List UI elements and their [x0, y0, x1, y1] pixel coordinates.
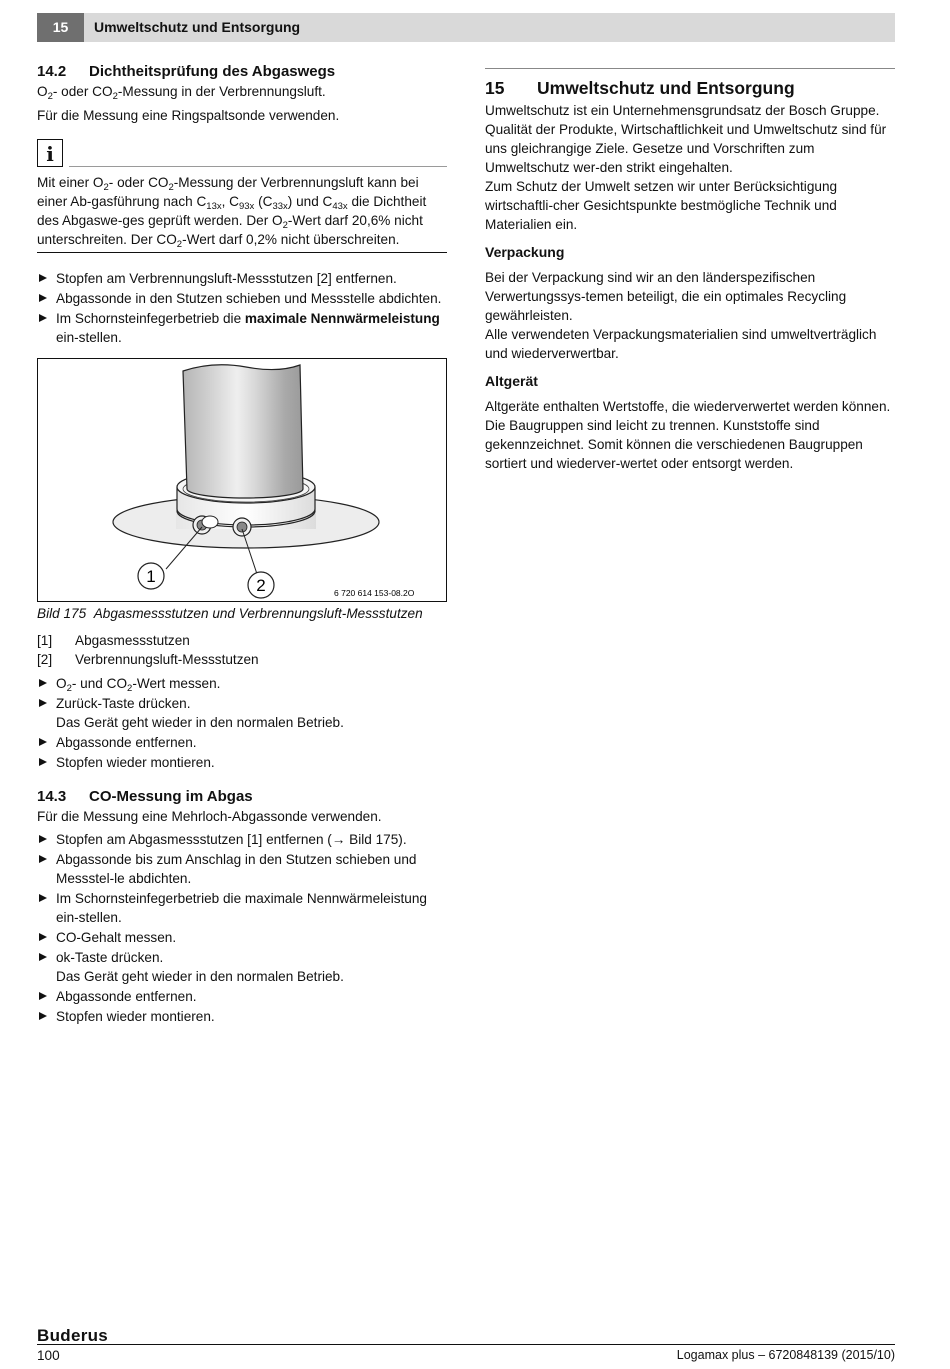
list-item: Stopfen wieder montieren. — [37, 1007, 447, 1026]
probe-instruction: Für die Messung eine Ringspaltsonde verwenden. — [37, 108, 340, 123]
step-list-14-2 — [37, 269, 447, 347]
figure-legend — [37, 631, 447, 669]
section-rule — [485, 68, 895, 69]
list-item: CO-Gehalt messen. — [37, 928, 447, 947]
chapter-title: Umweltschutz und Entsorgung — [94, 19, 301, 35]
left-column — [37, 62, 447, 1027]
list-item: Im Schornsteinfegerbetrieb die maximale Nennwärmeleistung ein-stellen. — [37, 889, 447, 927]
list-item: Abgassonde bis zum Anschlag in den Stutzen schieben und Messstel-le abdichten. — [37, 850, 447, 888]
paragraph: Altgeräte enthalten Wertstoffe, die wiederverwertet werden können. Die Baugruppen sind leicht zu trennen. Kunststoffe sind gekennzeichnet. Somit können die verschiedenen Baugruppen sortiert und wiederver-wertet oder entsorgt werden. — [485, 399, 891, 471]
list-item: Abgassonde entfernen. — [37, 733, 447, 752]
list-item: ok-Taste drücken. Das Gerät geht wieder in den normalen Betrieb. — [37, 948, 447, 986]
subheading-verpackung: Verpackung — [485, 244, 565, 260]
list-item: [2] Verbrennungsluft-Messstutzen — [37, 652, 259, 667]
list-item: Abgassonde in den Stutzen schieben und Messstelle abdichten. — [37, 289, 447, 308]
section-14-2-heading: 14.2 Dichtheitsprüfung des Abgaswegs — [37, 63, 336, 80]
section-14-2-intro: $O_2-$ oder $CO_2$-Messung in der Verbrennungsluft. — [37, 84, 326, 102]
page-header — [37, 13, 895, 42]
list-item: Zurück-Taste drücken. Das Gerät geht wieder in den normalen Betrieb. — [37, 694, 447, 732]
note-divider — [69, 166, 447, 167]
list-item: Stopfen am Verbrennungsluft-Messstutzen [2] entfernen. — [37, 269, 447, 288]
callout-2: 2 — [256, 576, 266, 595]
list-item: [1] Abgasmessstutzen — [37, 633, 190, 648]
callout-1: 1 — [146, 567, 156, 586]
right-column — [485, 68, 895, 473]
list-item: Stopfen wieder montieren. — [37, 753, 447, 772]
step-list-14-2-measure — [37, 674, 447, 772]
footer-divider — [37, 1344, 895, 1345]
figure-175 — [37, 358, 447, 602]
list-item: Stopfen am Abgasmessstutzen [1] entfernen (→ Bild 175). — [37, 830, 447, 849]
list-item: Im Schornsteinfegerbetrieb die maximale Nennwärmeleistung ein-stellen. — [37, 309, 447, 347]
list-item: Abgassonde entfernen. — [37, 987, 447, 1006]
note-text: Mit einer $O_2-$ oder $CO_2$-Messung der Verbrennungsluft kann bei einer Ab-gasführung nach $C_{13x}$, $C_{93x}$ $(C_{33x})$ und $C_{43x}$ die Dichtheit des Abgaswe-ges geprüft werden. Der $O_2$-Wert darf 20,6% nicht unterschreiten. Der $CO_2$-Wert darf 0,2% nicht überschreiten. — [37, 175, 427, 250]
paragraph: Umweltschutz ist ein Unternehmensgrundsatz der Bosch Gruppe. Qualität der Produkte, Wirtschaftlichkeit und Umweltschutz sind für uns gleichrangige Ziele. Gesetze und Vorschriften zum Umweltschutz wer-den strikt eingehalten. — [485, 103, 887, 175]
list-item: $O_2-$ und $CO_2$-Wert messen. — [37, 674, 447, 693]
paragraph: Alle verwendeten Verpackungsmaterialien sind umweltverträglich und wiederverwertbar. — [485, 327, 877, 361]
brand-logo: Buderus — [37, 1326, 109, 1345]
chapter-number: 15 — [37, 13, 84, 42]
document-id: Logamax plus – 6720848139 (2015/10) — [676, 1348, 895, 1362]
page-number: 100 — [37, 1348, 60, 1363]
flue-adapter-illustration — [38, 359, 446, 601]
paragraph: Bei der Verpackung sind wir an den länderspezifischen Verwertungssys-temen beteiligt, die ein optimales Recycling gewährleisten. — [485, 270, 847, 323]
figure-caption: Bild 175 Abgasmessstutzen und Verbrennungsluft-Messstutzen — [37, 606, 423, 621]
section-15-heading: 15 Umweltschutz und Entsorgung — [485, 78, 795, 98]
section-14-3-intro: Für die Messung eine Mehrloch-Abgassonde verwenden. — [37, 809, 382, 824]
info-icon: i — [37, 139, 63, 167]
step-list-14-3 — [37, 830, 447, 1026]
paragraph: Zum Schutz der Umwelt setzen wir unter Berücksichtigung wirtschaftli-cher Gesichtspunkte bestmögliche Technik und Materialien ein. — [485, 179, 838, 232]
info-note — [37, 139, 447, 253]
subheading-altgeraet: Altgerät — [485, 373, 538, 389]
figure-code: 6 720 614 153-08.2O — [334, 588, 415, 598]
section-14-3-heading: 14.3 CO-Messung im Abgas — [37, 788, 253, 805]
